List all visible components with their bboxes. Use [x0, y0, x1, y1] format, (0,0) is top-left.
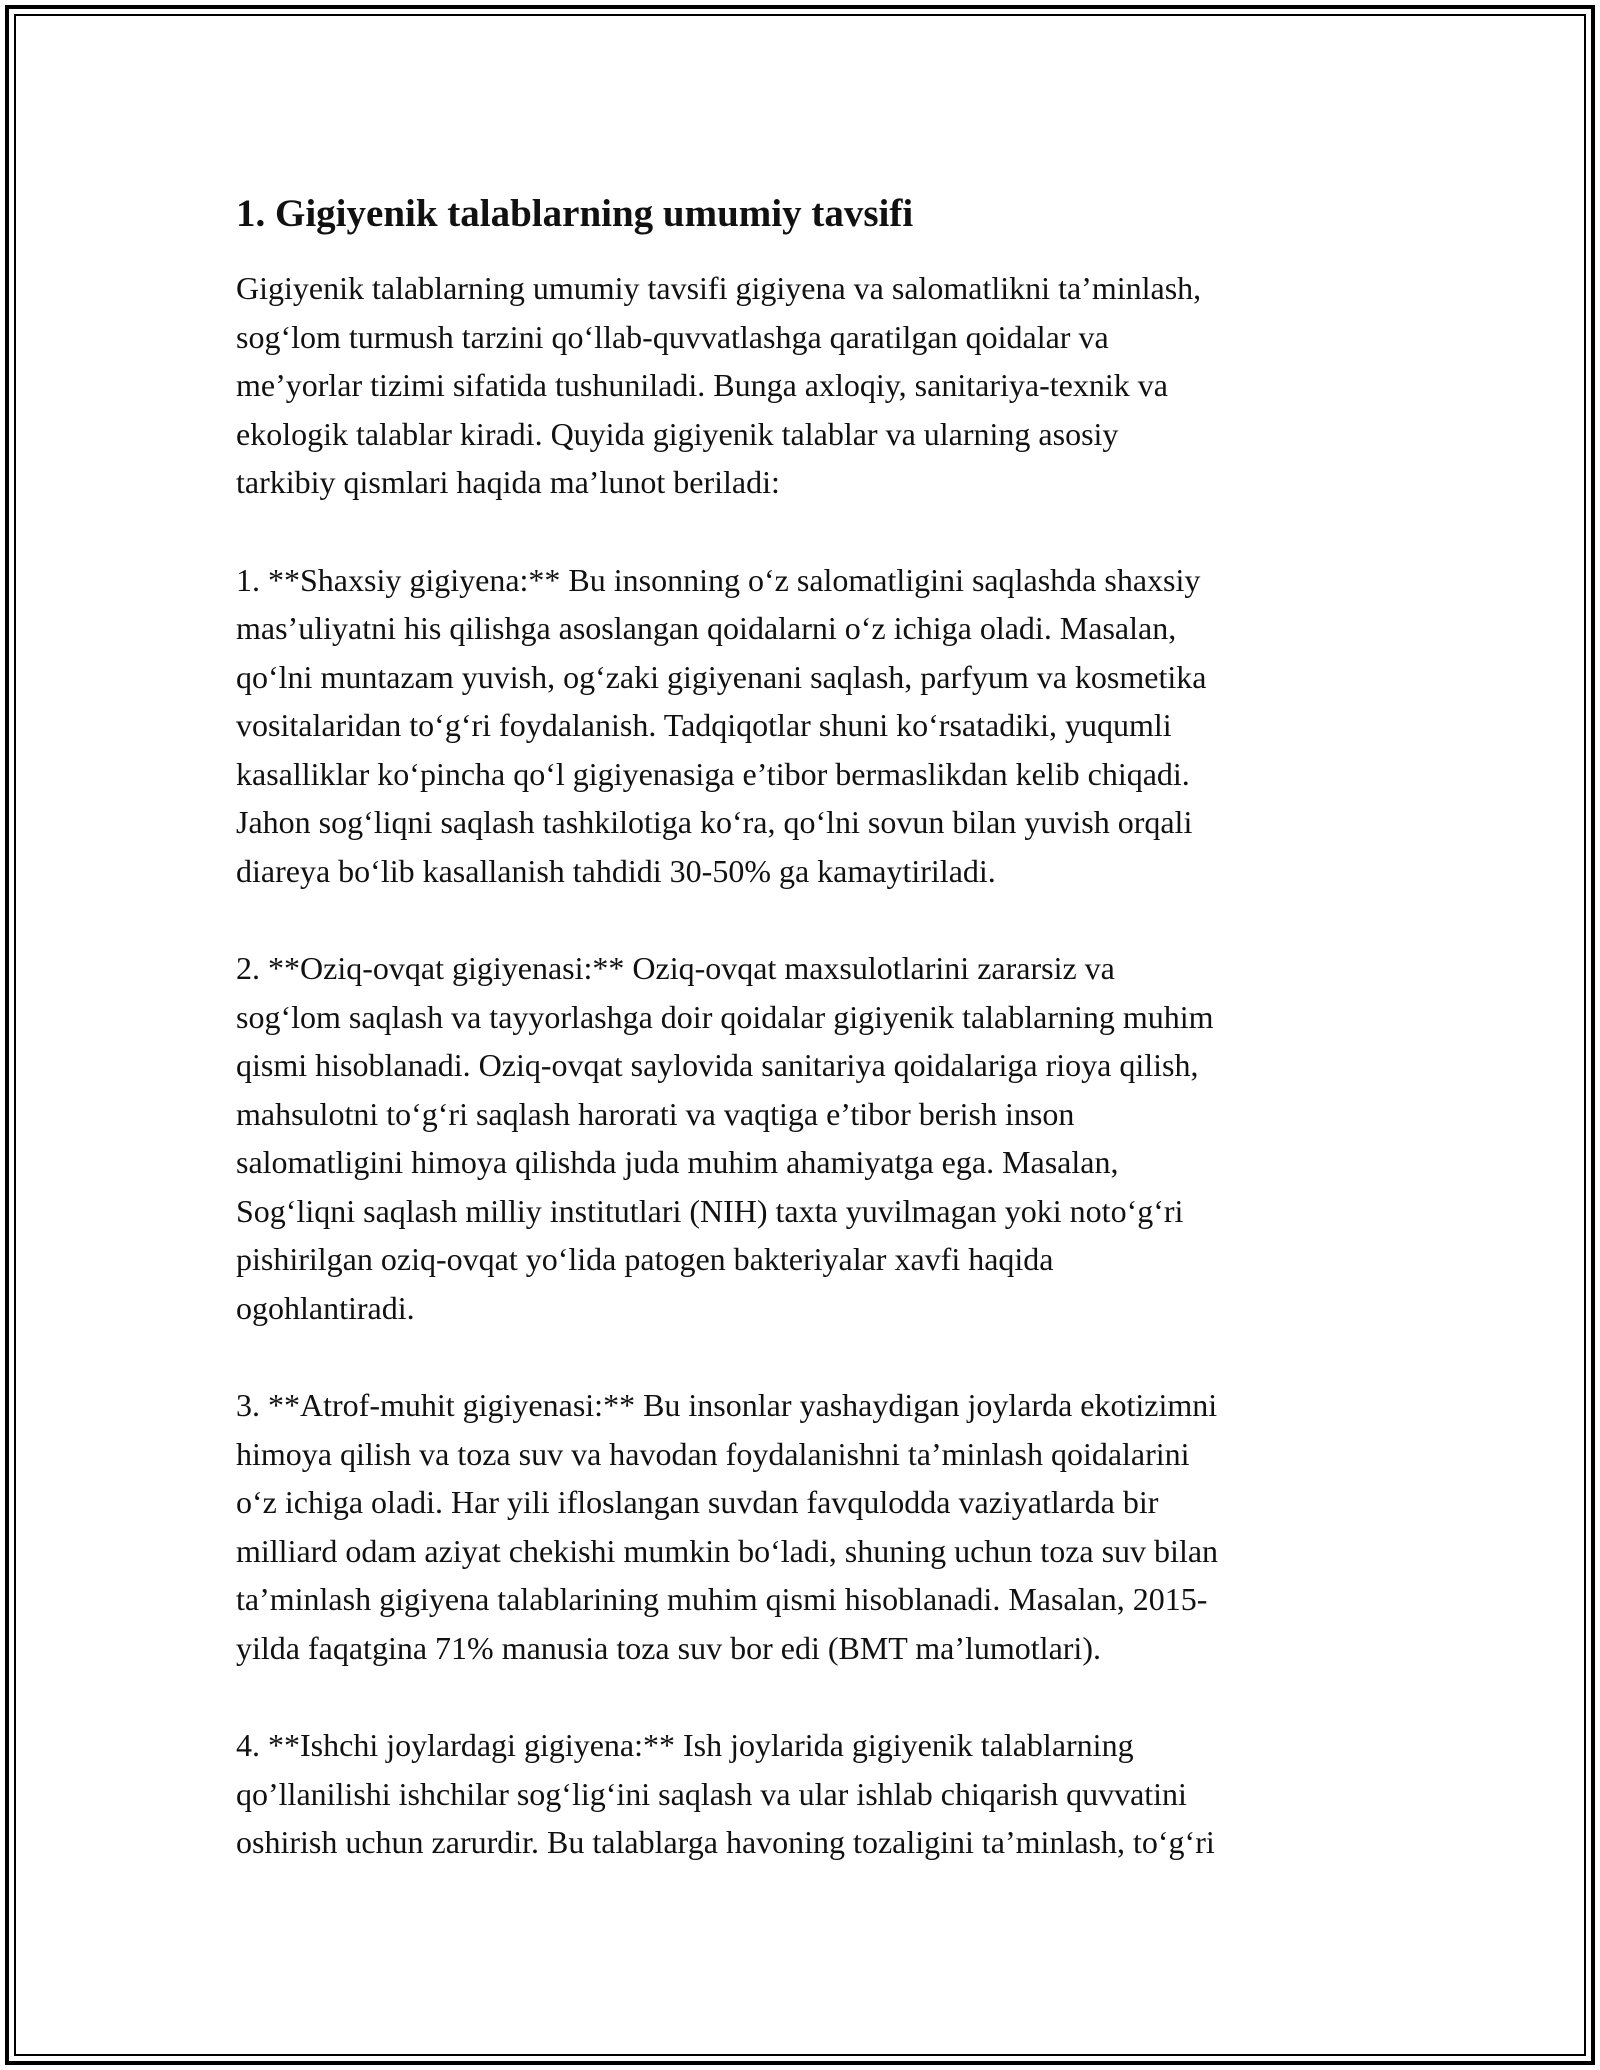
document-body: [236, 186, 1376, 1916]
paragraph-food-hygiene: 2. **Oziq-ovqat gigiyenasi:** Oziq-ovqat maxsulotlarini zararsiz va sog‘lom saqlash va tayyorlashga doir qoidalar gigiyenik talablarning muhim qismi hisoblanadi. Oziq-ovqat saylovida sanitariya qoidalariga rioya qilish, mahsulotni to‘g‘ri saqlash harorati va vaqtiga e’tibor berish inson salomatligini himoya qilishda juda muhim ahamiyatga ega. Masalan, Sog‘liqni saqlash milliy institutlari (NIH) taxta yuvilmagan yoki noto‘g‘ri pishirilgan oziq-ovqat yo‘lida patogen bakteriyalar xavfi haqida ogohlantiradi.: [236, 950, 1214, 1326]
paragraph-environmental-hygiene: 3. **Atrof-muhit gigiyenasi:** Bu insonlar yashaydigan joylarda ekotizimni himoya qilish va toza suv va havodan foydalanishni ta’minlash qoidalarini o‘z ichiga oladi. Har yili ifloslangan suvdan favqulodda vaziyatlarda bir milliard odam aziyat chekishi mumkin bo‘ladi, shuning uchun toza suv bilan ta’minlash gigiyena talablarining muhim qismi hisoblanadi. Masalan, 2015- yilda faqatgina 71% manusia toza suv bor edi (BMT ma’lumotlari).: [236, 1387, 1219, 1666]
section-heading: 1. Gigiyenik talablarning umumiy tavsifi: [236, 192, 914, 235]
intro-paragraph: Gigiyenik talablarning umumiy tavsifi gigiyena va salomatlikni ta’minlash, sog‘lom turmush tarzini qo‘llab-quvvatlashga qaratilgan qoidalar va me’yorlar tizimi sifatida tushuniladi. Bunga axloqiy, sanitariya-texnik va ekologik talablar kiradi. Quyida gigiyenik talablar va ularning asosiy tarkibiy qismlari haqida ma’lunot beriladi:: [236, 270, 1202, 500]
paragraph-personal-hygiene: 1. **Shaxsiy gigiyena:** Bu insonning o‘z salomatligini saqlashda shaxsiy mas’uliyatni his qilishga asoslangan qoidalarni o‘z ichiga oladi. Masalan, qo‘lni muntazam yuvish, og‘zaki gigiyenani saqlash, parfyum va kosmetika vositalaridan to‘g‘ri foydalanish. Tadqiqotlar shuni ko‘rsatadiki, yuqumli kasalliklar ko‘pincha qo‘l gigiyenasiga e’tibor bermaslikdan kelib chiqadi. Jahon sog‘liqni saqlash tashkilotiga ko‘ra, qo‘lni sovun bilan yuvish orqali diareya bo‘lib kasallanish tahdidi 30-50% ga kamaytiriladi.: [236, 561, 1207, 889]
paragraph-workplace-hygiene: 4. **Ishchi joylardagi gigiyena:** Ish joylarida gigiyenik talablarning qo’llanilishi ishchilar sog‘lig‘ini saqlash va ular ishlab chiqarish quvvatini oshirish uchun zarurdir. Bu talablarga havoning tozaligini ta’minlash, to‘g‘ri: [236, 1727, 1215, 1860]
